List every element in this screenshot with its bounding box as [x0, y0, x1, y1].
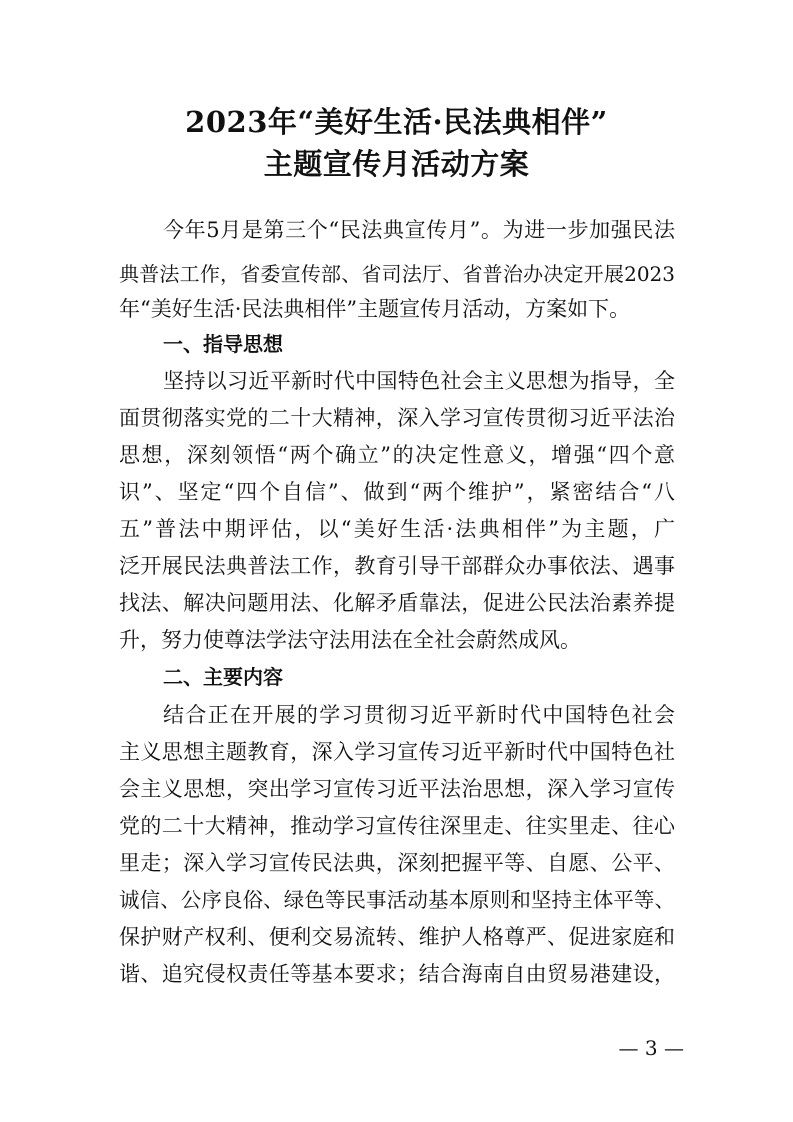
paragraph-line: 里走；深入学习宣传民法典，深刻把握平等、自愿、公平、 [119, 851, 675, 875]
intro-line: 年“美好生活·民法典相伴”主题宣传月活动，方案如下。 [119, 297, 631, 321]
section-heading-main-content: 二、主要内容 [163, 665, 283, 689]
paragraph-line: 结合正在开展的学习贯彻习近平新时代中国特色社会 [163, 703, 675, 727]
paragraph-line: 主义思想主题教育，深入学习宣传习近平新时代中国特色社 [119, 740, 675, 764]
document-title-line-2: 主题宣传月活动方案 [263, 147, 530, 181]
document-title-line-1: 2023年“美好生活·民法典相伴” [185, 105, 608, 139]
paragraph-line: 面贯彻落实党的二十大精神，深入学习宣传贯彻习近平法治 [119, 406, 675, 430]
section-heading-guiding-ideology: 一、指导思想 [163, 332, 283, 356]
page-number: — 3 — [618, 1036, 684, 1060]
paragraph-line: 保护财产权利、便利交易流转、维护人格尊严、促进家庭和 [119, 925, 675, 949]
paragraph-line: 升，努力使尊法学法守法用法在全社会蔚然成风。 [119, 628, 581, 652]
paragraph-line: 诚信、公序良俗、绿色等民事活动基本原则和坚持主体平等、 [119, 888, 675, 912]
paragraph-line: 找法、解决问题用法、化解矛盾靠法，促进公民法治素养提 [119, 591, 675, 615]
intro-line: 典普法工作，省委宣传部、省司法厅、省普治办决定开展2023 [119, 262, 675, 286]
paragraph-line: 谐、追究侵权责任等基本要求；结合海南自由贸易港建设， [119, 962, 675, 986]
paragraph-line: 思想，深刻领悟“两个确立”的决定性意义，增强“四个意 [119, 443, 675, 467]
paragraph-line: 识”、坚定“四个自信”、做到“两个维护”，紧密结合“八 [119, 480, 675, 504]
paragraph-line: 会主义思想，突出学习宣传习近平法治思想，深入学习宣传 [119, 777, 675, 801]
paragraph-line: 五”普法中期评估，以“美好生活·法典相伴”为主题，广 [119, 517, 675, 541]
paragraph-line: 坚持以习近平新时代中国特色社会主义思想为指导，全 [163, 369, 675, 393]
paragraph-line: 泛开展民法典普法工作，教育引导干部群众办事依法、遇事 [119, 554, 675, 578]
paragraph-line: 党的二十大精神，推动学习宣传往深里走、往实里走、往心 [119, 814, 675, 838]
intro-line: 今年5月是第三个“民法典宣传月”。为进一步加强民法 [163, 218, 675, 242]
